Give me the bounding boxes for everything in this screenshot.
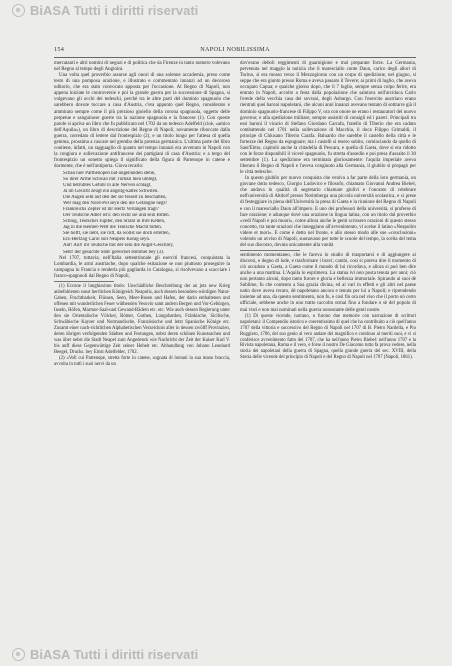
verse-line: Frankreichs Zepter ist ihr Hertz Verlangen trägt?: [63, 207, 159, 213]
paragraph: sentimento momentaneo, che le faceva lo studio di trasportarsi e di aggiungere ai discorsi, e degno di lode, e trasformare i bravi; cambi, così si poteva dire il momento di ciò accaduto a Gaeta, a Gaeta come il mondo di lui ricordava, e allora si può ben dire anche a una mattina. L'Aquila lo esprimeva. La statua ivi non posta tenuta per anni; ciò non pertanto alcuni, dopo tanto furore e gloria e bellezza immortale. Spirando ai suoi dè Sublime, fu che contento a Sua grazia divina, ed ai vari in effetti e gli altri nel paese natio dove aveva recato, dè napoletano ancora e tenuta per lui a Napoli; e riprendendo insieme ad una, da questo sentimento, non fu, e così fin ora nel viso che il porto un certo ufficiale, sebbene anche in uno tratto raccolto ormai fino a fondare o sè del popolo di mai visti e non mai nominati nella guerra nonostante delle genti nostre.: [240, 252, 416, 313]
verse-line: Die Augen seht auf den der sie fesseit zu beschatten,: [63, 194, 167, 200]
verse-line: Seht! der gesuchte Stoß' gereichet Himmel bey (3).: [63, 249, 164, 255]
sonnet-verse: [63, 171, 230, 256]
watermark-text: BiASA Tutti i diritti riservati: [30, 647, 199, 662]
watermark-top: [12, 3, 198, 18]
verse-line: So ihrer Arme Schwan mit Türkkn hieu umlegt,: [63, 176, 158, 182]
watermark-bottom: [12, 647, 198, 662]
verse-line: Und betrübtes Gefühl in alle Nerven schlägt,: [63, 182, 152, 188]
verse-line: Auf! Auf! ihr Teutsche mit der sein die Augst-Geschrey,: [63, 243, 174, 249]
verse-line: Schau hier Parthenopen hat-angebunden stehn,: [63, 170, 156, 176]
verse-line: Wer mag den Nord-Pol seyn den die Gefangne hegt?: [63, 201, 168, 207]
footnote: (1) Di queste vicende, narrano, o furono due memorie con narrazione di scrittori napoletani: il Compendio istorico e coerentissimo di quel che ha contribuito a ciò quell'anno 1707 della vittoria e successivo del Regno di Napoli nel 1707 di B. Pietro Nardella, e Pio Ruggiero, 1706, del suo genio al vero andare del magnifico e continuo al meriti suoi, e vi si conferisce avvenimento fatto del 1707, che ha nell'anno Pietro Biebel: nell'anno 1707 e la Rivista napoletana, Roma e il vero, e forse il nostro De Giacomo tutto fa prova vedere, nella storia dei napoletani della guerra di Spagna, quella grande guerra del sec. XVIII, della Storia delle vicende del principio di Napoli e del Regno di Napoli nel 1707 (Napoli, 1861).: [240, 313, 416, 361]
left-column: [54, 61, 230, 368]
verse-line: Erz-Hertzog Carol soll Neapels König seyn.: [63, 237, 151, 243]
paragraph: Una volta quel proverbio assurse agli onori di una solenne accademia, preso come testo di una pomposa orazione, e illustrato e commentato innanzi ad un decoroso uditorio, che era stato convocato apposta per l'occasione. Al Regno di Napoli, non appena iniziate le controversie e poi la grande guerra per la successione di Spagna, si volgevano gli occhi dei tedeschi, perchè tra le altre parti del dominio spagnuolo che sarebbero dovute toccare a casa d'Austria, c'era appunto quel Regno, considerato e ammirato sempre come il più prezioso gioiello della corona spagnuola, oggetto delle perpetue e sanguinose guerre tra la nazione spagnuola e la francese (1). Con queste parole si apriva un libro che fu pubblicato nel 1702 da un tedesco Adelfeld (cioè, «amico dell'Aquila»), un libro di descrizione del Regno di Napoli, novamente riboccato dalla guerra, corredato di lettere dal frontespizio (2), e un titolo lungo per l'attesa di quella gemma, prossima a cascare nel grembo della potenza germanica. L'ultima parte del libro contiene, infatti, un ragguaglio di quanto nel tempo innanzi era avvenuto in Napoli con la congiura e sollevazione antifrancese dei partigiani di casa d'Austria: e a tergo del frontespizio un sonetto spiega il significato della figura di Partenope in catene e dormente, che è nell'antiporta. Giova recarlo:: [54, 73, 230, 170]
page-number: 154: [54, 46, 65, 53]
watermark-text: BiASA Tutti i diritti riservati: [30, 3, 199, 18]
footnote-separator: [240, 250, 300, 251]
footnote-separator: [54, 281, 114, 282]
paragraph: mercatanti e altri nomini di negozi e di politica che da Firenze in tanto numero volevano nel Regno al tempo degli Angioini.: [54, 61, 230, 73]
header-rule: [54, 57, 416, 58]
verse-line: Der Teutsche Adler ist's: den recht sie und sein Bitten.: [63, 213, 170, 219]
library-seal-icon: [12, 648, 25, 661]
verse-line: Schlug, Teutscher Jupiter, den Strahl in Ihre Ketten,: [63, 219, 166, 225]
footnotes: [240, 314, 416, 362]
verse-line: Ja im Gesicht zeugt ein ängstig-kaltes Schwiten.: [63, 188, 159, 194]
verse-line: Jag in die Heimet-Welt die Teutsche Macht bitten.: [63, 225, 162, 231]
right-column: [240, 61, 416, 361]
footnotes: [54, 284, 230, 368]
paragraph: Nel 1707, tuttavia, nell'Italia settentrionale gli eserciti francesi, conquistata la Lombardia, le armi austriache, dopo qualche esitazione se non piuttosto proseguire la campagna in Francia e renderla più gagliarda in Catalogna, si risolvevano a scacciare i franco-spagnuoli dal Regno di Napoli,: [54, 256, 230, 280]
running-title: NAPOLI NOBILISSIMA: [200, 46, 270, 53]
paragraph: dov'erano deboli reggimenti di guarnigione e mal preparate forze. La Germania, pervenuta nel maggio la notizia che il maresciallo conte Daun, carico degli allori di Torino, si era mosso verso il Mezzogiorno con un corpo di spedizione, nel giugno, si seppe che era giunto presso Roma e aveva passato il Tevere; ai primi di luglio, che aveva occupato Capua; e qualche giorno dopo, che il 7 luglio, sempre senza colpo ferire, era entrato in Napoli, accolto a festa dalla popolazione che salutava nell'arciduca Carlo l'erede della vecchia casa dei sovrani, degli Asburgo. Con l'esercito austriaco erano rientrati quei baroni napoletani, che alcuni anni innanzi avevano tentato di sottrarre già il dominio spagnuolo-francese di Filippo V, ora con onore ne erano i restauratori del nuovo governo; e alla spedizione militare, sempre assistiti di consigli ed i pareri. Principali tra essi baroni il vicario di Stefano Giordano Carrafa, fratello di Tiberio che era caduto combattendo nel 1701 nella sollevazione di Macchia, il duca Filippo Grimaldi, il principe di Chiusano Tiberio Carafa. Baluardo che sarebbe il castello della città e le fortezze del Regno da espugnare; ma i castelli si resero subito, cominciando da quello di Sant'Elmo, capitolò anche la cittadella di Pescara, e quella di Gaeta, dove si era ridotto con le forze disponibili il viceré spagnuolo, fu stretta d'assedio e poi presa d'assalto il 30 settembre (1). La spedizione era terminata gloriosamente: l'aquila imperiale aveva liberato il Regno di Napoli e l'aveva congiunto alla Germania, il giubilo si propagò per le città tedesche.: [240, 61, 416, 176]
paragraph: In questo giubilo per nuovo conquista che veniva a far parte della loro germania, un giovane dotto tedesco, Giorgio Ludovico e filosofo, chiamato Giovanni Andrea Biebel, che andava in qualità di segretario chiamare giulivi e l'onorato di celebrare nell'università di Altdorf presso Norimberga una piccola università scolastica, e si prese di festeggiare in piena dell'Università la presa di Gaeta e la riunione del Regno di Napoli e con il maresciallo Daun all'impero. E uno dei professori della università, si proferse di fare orazione; e adunque dovè una orazione in lingua latina, con un titolo dal proverbio «vedi Napoli e poi muori», come allora anche le genti scrissero orazioni di questo stesso concetto, tra tante orazioni che inneggiano all'avvenimento, vi scelse il latino «Neapolim videre et mori». E come è detto nel fronte, e allo stesso modo alle sue «conclusioni» volendo un avviso di Napoli, suonavano per tutte le scuole del tempo, la scelta del tema del suo discorso, dovuta unicamente alla vanità: [240, 176, 416, 248]
library-seal-icon: [12, 4, 25, 17]
continued-note-text: [240, 253, 416, 314]
footnote: (1) Eccone il lunghissimo titolo: Unschädliche Beschreibung der an jetz new Krieg anbefohlenen sonst herrlichen Königreich Neapolis, auch dessen besonders-würdigen Natur-Gaben, Fruchtbarkeit, Flüssen, Seen, Meer-Busen und Hafen, der darin enthaltenen und offenen mit wunderlichen Feuer wüthenden Vesuvio samt andern Bergen und Vor-Gebürgen, Inseln, Höfen, Marmor-Saal-und Gewand-Bädern etc. etc. Wie auch dessen Regierung unter den sie Orientalische Völcker, Römer, Gothen, Longobarden, Fränkische, Sicilische, Schwäbische Kayser und Normandische, Französische und letzt Spanische Könige etc. Zusamt einer nach-richtlichen Alphabetischen Verzeichnis aller in dessen zwölff Provinzien, deren übrigen verfolgenden Städten und Festungen, nebst deren schönen Kunstsachen und was über nebst die Stadt Neapel zum Angedenck wie Nachricht der Zeit der Kaiser Karl V. bis auff diese Gegenwärtige Zeit seiner Hoheit etc. Abhandlung von Johann Leonhard Beegel, Drucks. bey Ernst Adelfelder, 1702.: [54, 284, 231, 356]
verse-line: Sie hofft, sie liebt, sie ruft, da wollst sie doch erretten,: [63, 231, 170, 237]
footnote: (2) «Voll cui Partenope, stretta forte in catene, sognata di lontani la sua mano braccia, avvolta in tutti i suoi nervi da un: [54, 356, 230, 368]
